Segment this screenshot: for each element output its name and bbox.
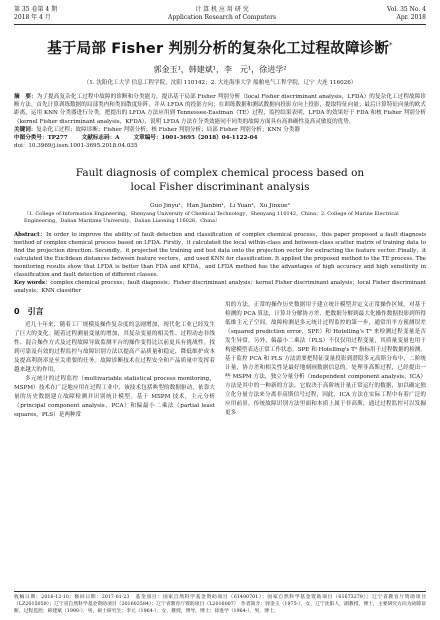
- english-affiliation: （1. College of Information Engineering，Shenyang University of Chemical Technology，Shenyang 110142，China；2. College of Marine Electrical Engineering，Dalian Maritime University，Dalian Liaoning 116026，China）: [24, 211, 399, 225]
- volume-cn: 第 35 卷第 4 期: [14, 6, 58, 13]
- header-center: [168, 6, 276, 22]
- paper-title-text: 基于局部 Fisher 判别分析的复杂化工过程故障诊断: [47, 41, 390, 57]
- intro-paragraph-3: 用的方法。正常的操作历史数据用于建立统计模型并定义正常操作区域，对基于检测的 PCA 算法，计算并分解协方差，把数据分解到最大化操作数据投影到所得低维主元子空间。故障检测是多元统计过程监控的第一步，通常用平方预测误差（squared prediction error，SPE）和 Hotelling's T² 来检测过程变量是否发生异常。另外，偏最小二乘法（PLS）不仅仅用过程变量，其质量变量也用于构建模型表达正常工作状态。SPE 和 Hotelling's T² 指标用于过程数据的检测。基于监控 PCA 和 PLS 方法需要把特征变量投影到潜隐多元高斯分布中，二阶统计量，协方差和相关性是最好地刻画数据信息的。处理非高斯过程，已经提出一些 MSPM 方法，独立分量分析（independent component analysis，ICA）方法是其中的一种新的方法。它取决于高阶统计量正常运行的数据，加以确定独立化分量方法来分离非高斯信号过程，因此，ICA 方法在实际工程中有着广泛的应用前景。传统故障识别方法里面和本质上属于非高斯，通过过程监控可以发掘更多: [225, 302, 426, 417]
- body-column-left: [14, 301, 215, 420]
- abstract-text: 为了提高复杂化工过程中故障的诊断和分类能力，提出基于局部 Fisher 判别分析（local Fisher discriminant analysis，LFDA）的复杂化工过程故障诊断方法。首先计算训练数据的局部类内和类间散度矩阵，并从 LFDA 的投影方向；在训练数据和测试数据向投影方向上投影，提取特征向量；最后计算特征向量的欧式距离，运用 KNN 分类器进行分类。把提出的 LFDA 方法应用到 Tennessee-Eastman（TE）过程，监控结果表明，LFDA 的效果好于 FDA 和核 Fisher 判别分析（kernel Fisher discriminant analysis，KFDA），说明 LFDA 方法在分类效能同不同类的故障方面具有高准确性及高灵敏度的优势。: [14, 94, 426, 125]
- english-title-line1: Fault diagnosis of complex chemical process based on: [75, 167, 365, 180]
- document-code: 文献标志码：A: [81, 135, 120, 142]
- journal-cn: 计 算 机 应 用 研 究: [195, 6, 249, 13]
- paper-title: [14, 37, 426, 58]
- english-authors: Guo Jinyu¹，Han Jianbin¹，Li Yuan¹，Xu Jinxue²: [150, 203, 290, 210]
- article-number: 文章编号：1001-3695（2018）04-1122-04: [133, 135, 258, 142]
- english-title: [14, 166, 426, 194]
- section-heading-intro: 0 引言: [14, 307, 44, 317]
- intro-paragraph-2: 多元统计的过程监控（multivariable statistical process monitoring，MSPM）技术在广泛地应用在过程工业中，该技术包括典型的数据驱动，依靠大量的历史数据建立故障检测并识别统计模型。基于 MSPM 技术，主元分析（principal component analysis，PCA）和偏最小二乘法（partial least squares，PLS）是两种常: [14, 376, 215, 419]
- keywords-text: 复杂化工过程；故障诊断；Fisher 判别分析；核 Fisher 判别分析；局部 Fisher 判别分析；KNN 分类器: [36, 126, 301, 133]
- intro-paragraph-1: 近几十年来，随着工厂规模及操作复杂度的急剧增加，现代化工业已经发生了巨大的变化。随着过程测量变量的增加，其复杂变量的相关性、过程动态非线性、混合操作方式及过程故障导致监测平台的操作变得比以前更具有挑战性。找到可靠及有效的过程监控与故障识别方法以提高产品质量和稳定，降低维护成本及提高利润率是至关重要的任务。故障诊断技术在过程安全和产品质量中发挥着越来越大的作用。: [14, 322, 215, 374]
- journal-en: Application Research of Computers: [168, 14, 277, 21]
- volume-en: Vol. 35 No. 4: [386, 6, 426, 13]
- header-right: [387, 6, 426, 22]
- authors: 郭金玉¹，韩建斌¹，李 元¹，徐进学²: [153, 65, 287, 74]
- keywords-label: 关键词：: [14, 126, 37, 133]
- doi: doi：10.3969/j.issn.1001-3695.2018.04.035: [14, 143, 138, 150]
- keywords-cn: [14, 126, 426, 134]
- abstract-label: 摘 要：: [14, 94, 37, 100]
- header-left: [14, 6, 57, 22]
- abstract-en-label: Abstract：: [14, 232, 47, 239]
- abstract-cn: [14, 93, 426, 126]
- body-column-right: [225, 301, 426, 420]
- running-header: [14, 6, 426, 25]
- abstract-en-text: In order to improve the ability of fault detection and classification of complex chemical process，this paper proposed a fault diagnosis method of complex chemical process based on LFDA. Firstly，it calculated the local within-class and between-class scatter matrix of training data to find the projection direction. Secondly，it projected the training and test data onto the projection vector for extracting the feature vector. Finally，it calculated the Euclidean distances between feature vectors，and used KNN for classification. It applied the proposed method to the TE process. The monitoring results show that LFDA is better than FDA and KFDA，and LFDA method has the advantages of high accuracy and high sensitivity in classification and fault detection of different classes.: [14, 232, 426, 279]
- keywords-en-label: Key words：: [14, 280, 51, 287]
- english-title-line2: local Fisher discriminant analysis: [130, 181, 310, 194]
- body-columns: [14, 301, 426, 420]
- date-cn: 2018 年 4 月: [14, 14, 51, 21]
- clc-number: 中图分类号：TP277: [14, 135, 68, 142]
- classification-info: [14, 134, 426, 150]
- footnote: 收稿日期：2016-12-10；修回日期：2017-01-23 基金项目：国家自然科学基金资助项目（61490701）；国家自然科学基金资助项目（61673279）；辽宁省教育厅资助项目（LZ2015059）；辽宁省自然科学基金资助项目（201602584）；辽宁省教育厅资助项目（L2016007） 作者简介：郭金玉（1975-），女，辽宁沈阳人，副教授，博士，主要研究方向为故障诊断、过程监控；韩建斌（1990-），男，硕士研究生；李元（1964-），女，教授，博导，博士；徐进学（1964-），男，博士。: [14, 591, 426, 615]
- title-footnote-mark: *: [389, 41, 393, 50]
- abstract-en: [14, 231, 426, 279]
- affiliation: （1. 沈阳化工大学 信息工程学院，沈阳 110142；2. 大连海事大学 船舶电气工程学院，辽宁 大连 116026）: [83, 80, 357, 86]
- keywords-en: [14, 279, 426, 295]
- date-en: Apr. 2018: [396, 14, 426, 21]
- keywords-en-text: complex chemical process；fault diagnosis；Fisher discriminant analysis；kernel Fisher discriminant analysis；local Fisher discriminant analysis；KNN classifier: [14, 280, 426, 295]
